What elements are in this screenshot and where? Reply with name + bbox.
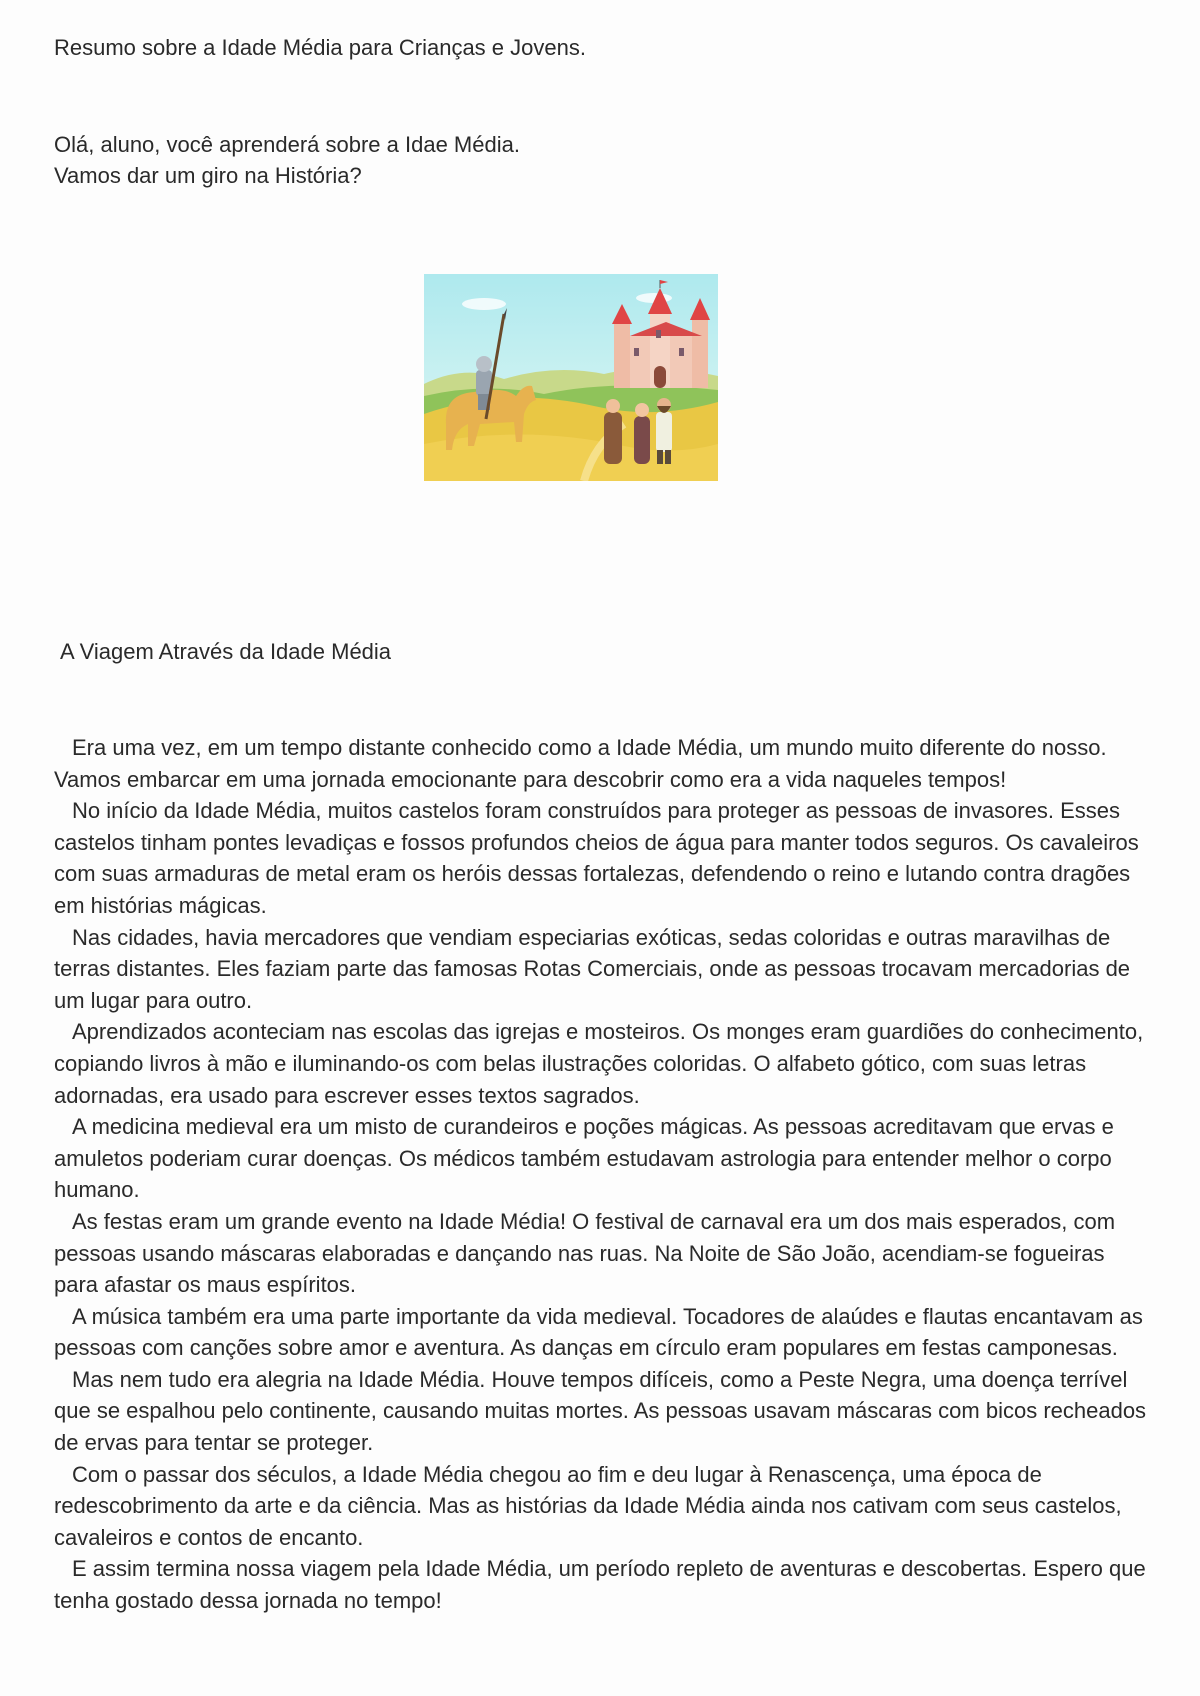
intro-question: Vamos dar um giro na História?	[54, 163, 362, 188]
story-paragraph: As festas eram um grande evento na Idade Média! O festival de carnaval era um dos mais esperados, com pessoas usando máscaras elaboradas e dançando nas ruas. Na Noite de São João, acendiam-se fogueiras para afastar os maus espíritos.	[54, 1208, 1116, 1298]
story-paragraph: Mas nem tudo era alegria na Idade Média. Houve tempos difíceis, como a Peste Negra, uma doença terrível que se espalhou pelo continente, causando muitas mortes. As pessoas usavam máscaras com bicos recheados de ervas para tentar se proteger.	[54, 1366, 1147, 1456]
knight-castle-illustration	[424, 274, 718, 481]
story-paragraph: A medicina medieval era um misto de curandeiros e poções mágicas. As pessoas acreditavam que ervas e amuletos poderiam curar doenças. Os médicos também estudavam astrologia para entender melhor o corpo humano.	[54, 1114, 1114, 1203]
intro-block	[54, 129, 520, 191]
intro-greeting: Olá, aluno, você aprenderá sobre a Idae Média.	[54, 132, 520, 157]
story-paragraph: E assim termina nossa viagem pela Idade Média, um período repleto de aventuras e descobertas. Espero que tenha gostado dessa jornada no tempo!	[54, 1556, 1146, 1614]
story-paragraph: No início da Idade Média, muitos castelos foram construídos para proteger as pessoas de invasores. Esses castelos tinham pontes levadiças e fossos profundos cheios de água para manter todos seguros. Os cavaleiros com suas armaduras de metal eram os heróis dessas fortalezas, defendendo o reino e lutando contra dragões em histórias mágicas.	[54, 798, 1139, 918]
story-paragraph: Aprendizados aconteciam nas escolas das igrejas e mosteiros. Os monges eram guardiões do conhecimento, copiando livros à mão e iluminando-os com belas ilustrações coloridas. O alfabeto gótico, com suas letras adornadas, era usado para escrever esses textos sagrados.	[54, 1019, 1144, 1108]
story-paragraph: Com o passar dos séculos, a Idade Média chegou ao fim e deu lugar à Renascença, uma época de redescobrimento da arte e da ciência. Mas as histórias da Idade Média ainda nos cativam com seus castelos, cavaleiros e contos de encanto.	[54, 1461, 1122, 1550]
story-body	[54, 732, 1154, 1617]
story-paragraph: Nas cidades, havia mercadores que vendiam especiarias exóticas, sedas coloridas e outras maravilhas de terras distantes. Eles faziam parte das famosas Rotas Comerciais, onde as pessoas trocavam mercadorias de um lugar para outro.	[54, 924, 1131, 1013]
story-paragraph: A música também era uma parte importante da vida medieval. Tocadores de alaúdes e flautas encantavam as pessoas com canções sobre amor e aventura. As danças em círculo eram populares em festas camponesas.	[54, 1303, 1143, 1361]
villagers-icon	[604, 398, 672, 464]
story-paragraph: Era uma vez, em um tempo distante conhecido como a Idade Média, um mundo muito diferente do nosso. Vamos embarcar em uma jornada emocionante para descobrir como era a vida naqueles tempos!	[54, 735, 1107, 792]
section-title: A Viagem Através da Idade Média	[60, 639, 392, 664]
page-title: Resumo sobre a Idade Média para Crianças e Jovens.	[54, 35, 586, 60]
cloud	[462, 298, 506, 310]
